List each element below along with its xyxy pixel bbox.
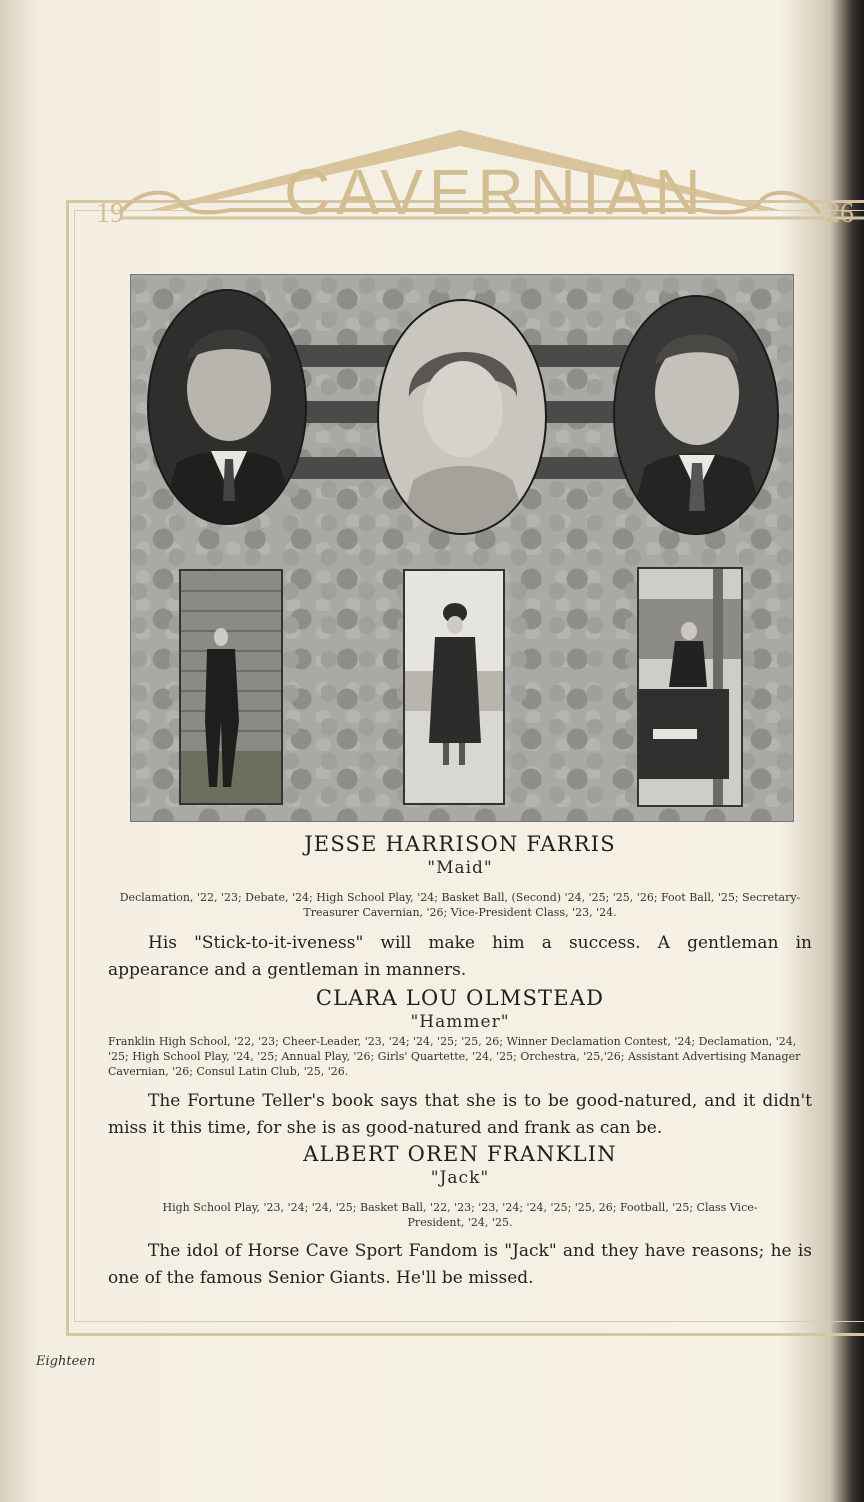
page-number: Eighteen	[36, 1354, 96, 1369]
portrait-clara-olmstead	[377, 299, 547, 535]
photo-collage	[130, 274, 794, 822]
portrait-jesse-farris	[147, 289, 307, 525]
student-quote: The Fortune Teller's book says that she is to be good-natured, and it didn't miss it this time, for she is as good-natured and frank as can be.	[108, 1091, 812, 1138]
snapshot-clara	[403, 569, 505, 805]
student-nickname: "Jack"	[430, 1168, 490, 1188]
student-nickname: "Maid"	[427, 858, 493, 878]
snapshot-jesse	[179, 569, 283, 805]
student-name: CLARA LOU OLMSTEAD	[315, 986, 605, 1010]
student-record: Declamation, '22, '23; Debate, '24; High School Play, '24; Basket Ball, (Second) '24, '25; '25, '26; Foot Ball, '25; Secretary-Treasurer Cavernian, '26; Vice-President Class, '23, '24.	[119, 891, 801, 919]
student-name: ALBERT OREN FRANKLIN	[303, 1142, 617, 1166]
header-title: CAVERNIAN	[284, 156, 707, 228]
student-name: JESSE HARRISON FARRIS	[304, 832, 616, 856]
student-nickname: "Hammer"	[410, 1012, 510, 1032]
year-right: 26	[826, 198, 854, 228]
year-left: 19	[96, 198, 124, 228]
student-quote: His "Stick-to-it-iveness" will make him a success. A gentleman in appearance and a gentleman in manners.	[108, 933, 812, 980]
cavernian-header	[60, 118, 864, 228]
student-quote: The idol of Horse Cave Sport Fandom is "Jack" and they have reasons; he is one of the famous Senior Giants. He'll be missed.	[108, 1241, 812, 1288]
student-record: Franklin High School, '22, '23; Cheer-Leader, '23, '24; '24, '25; '25, 26; Winner Declamation Contest, '24; Declamation, '24, '25; High School Play, '24, '25; Annual Play, '26; Girls' Quartette, '24, '25; Orchestra, '25,'26; Assistant Advertising Manager Cavernian, '26; Consul Latin Club, '25, '26.	[108, 1035, 801, 1078]
student-record: High School Play, '23, '24; '24, '25; Basket Ball, '22, '23; '23, '24; '24, '25; '25, 26; Football, '25; Class Vice-President, '24, '25.	[162, 1201, 758, 1229]
snapshot-albert	[637, 567, 743, 807]
portrait-albert-franklin	[613, 295, 779, 535]
